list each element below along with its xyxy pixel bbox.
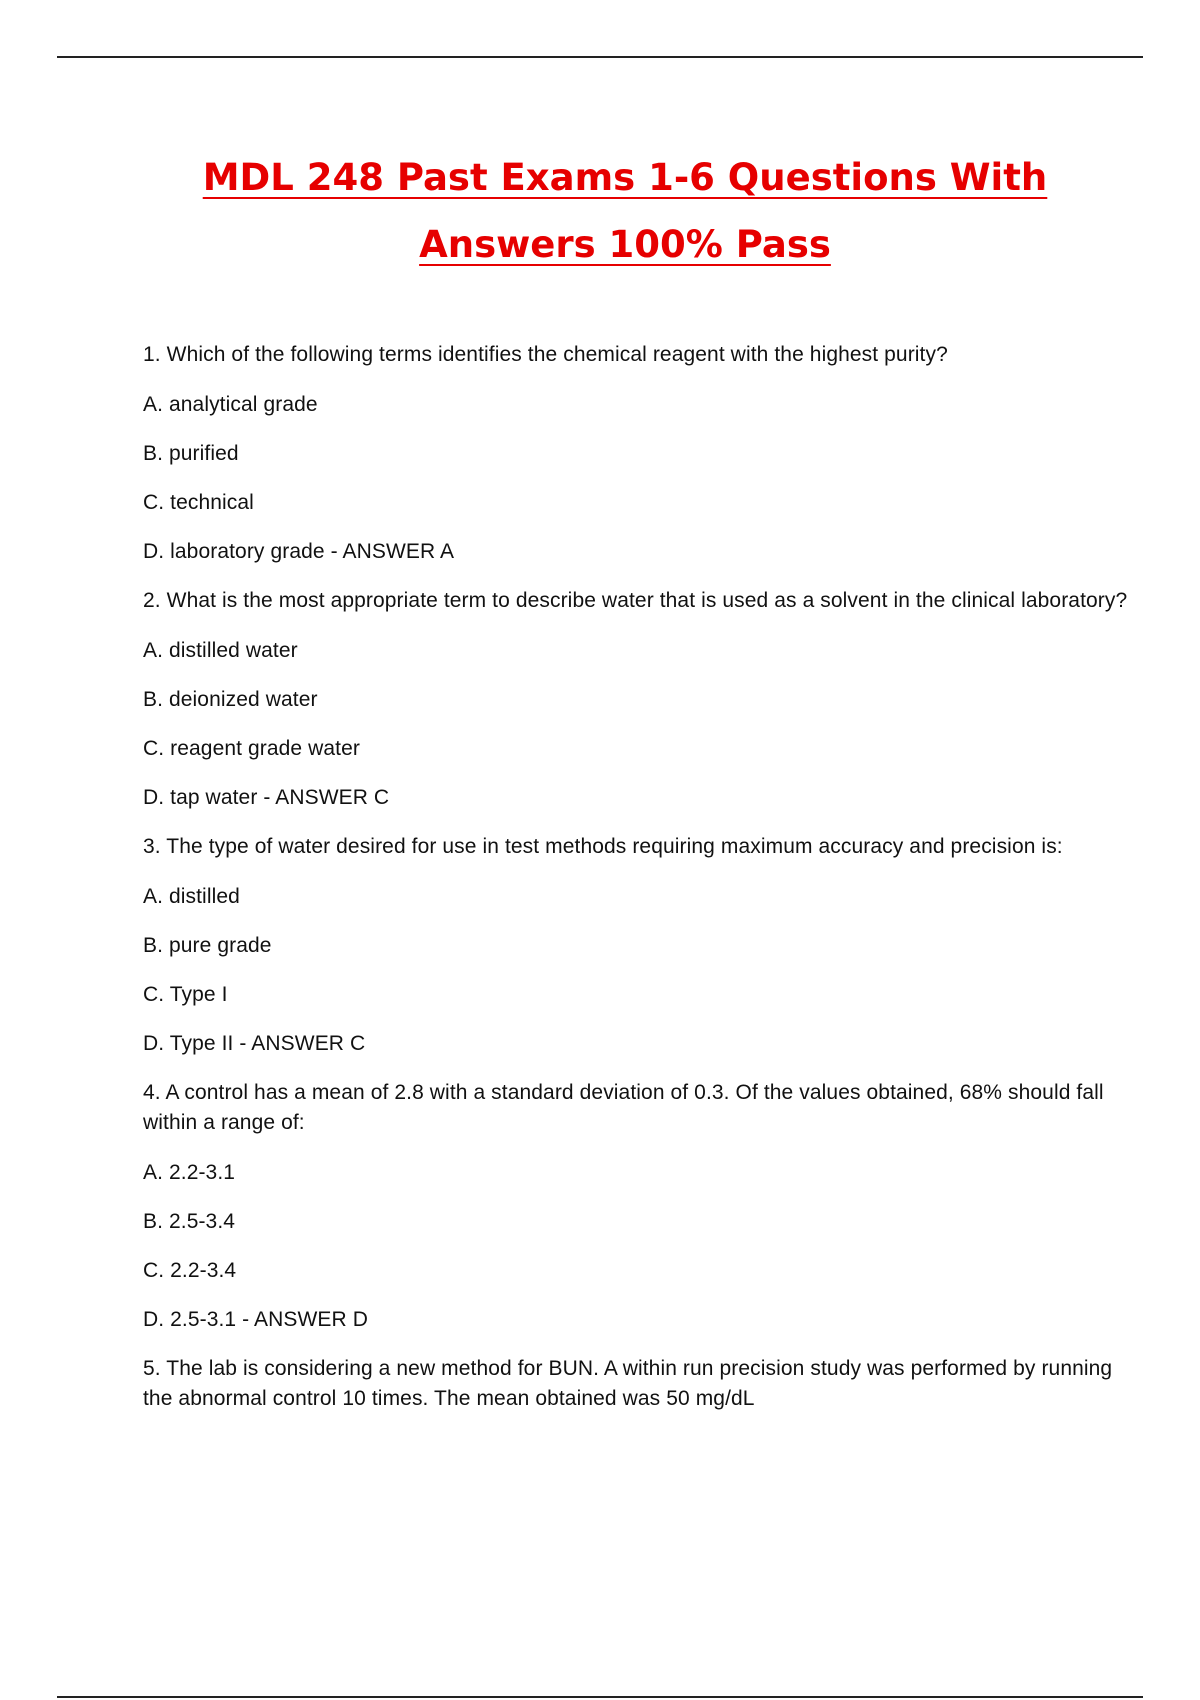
question-text: 4. A control has a mean of 2.8 with a standard deviation of 0.3. Of the values obtained, 68% should fall within a range of: (143, 1081, 1104, 1134)
option-a: A. distilled water (143, 639, 298, 662)
option-b: B. deionized water (143, 688, 318, 711)
option-c: C. technical (143, 491, 254, 514)
option-d-answer: D. 2.5-3.1 - ANSWER D (143, 1308, 368, 1331)
option-a: A. analytical grade (143, 393, 318, 416)
option-d-answer: D. Type II - ANSWER C (143, 1032, 366, 1055)
question-3 (143, 832, 1143, 1059)
option-b: B. 2.5-3.4 (143, 1210, 236, 1233)
question-5 (143, 1354, 1143, 1414)
option-c: C. Type I (143, 983, 228, 1006)
question-text: 1. Which of the following terms identifies the chemical reagent with the highest purity? (143, 343, 948, 366)
option-d-answer: D. laboratory grade - ANSWER A (143, 540, 455, 563)
top-rule (57, 56, 1143, 58)
title-line-1: MDL 248 Past Exams 1-6 Questions With (202, 156, 1048, 199)
question-text: 3. The type of water desired for use in test methods requiring maximum accuracy and precision is: (143, 835, 1063, 858)
option-a: A. distilled (143, 885, 240, 908)
option-c: C. reagent grade water (143, 737, 360, 760)
option-a: A. 2.2-3.1 (143, 1161, 236, 1184)
option-b: B. purified (143, 442, 239, 465)
question-2 (143, 586, 1143, 813)
question-4 (143, 1078, 1143, 1335)
question-text: 5. The lab is considering a new method for BUN. A within run precision study was performed by running the abnormal control 10 times. The mean obtained was 50 mg/dL (143, 1357, 1113, 1410)
question-list (143, 340, 1143, 1434)
bottom-rule (57, 1696, 1143, 1698)
option-c: C. 2.2-3.4 (143, 1259, 237, 1282)
document-title (0, 144, 1200, 278)
question-1 (143, 340, 1143, 567)
title-line-2: Answers 100% Pass (419, 223, 831, 266)
option-d-answer: D. tap water - ANSWER C (143, 786, 390, 809)
question-text: 2. What is the most appropriate term to describe water that is used as a solvent in the clinical laboratory? (143, 589, 1128, 612)
option-b: B. pure grade (143, 934, 272, 957)
